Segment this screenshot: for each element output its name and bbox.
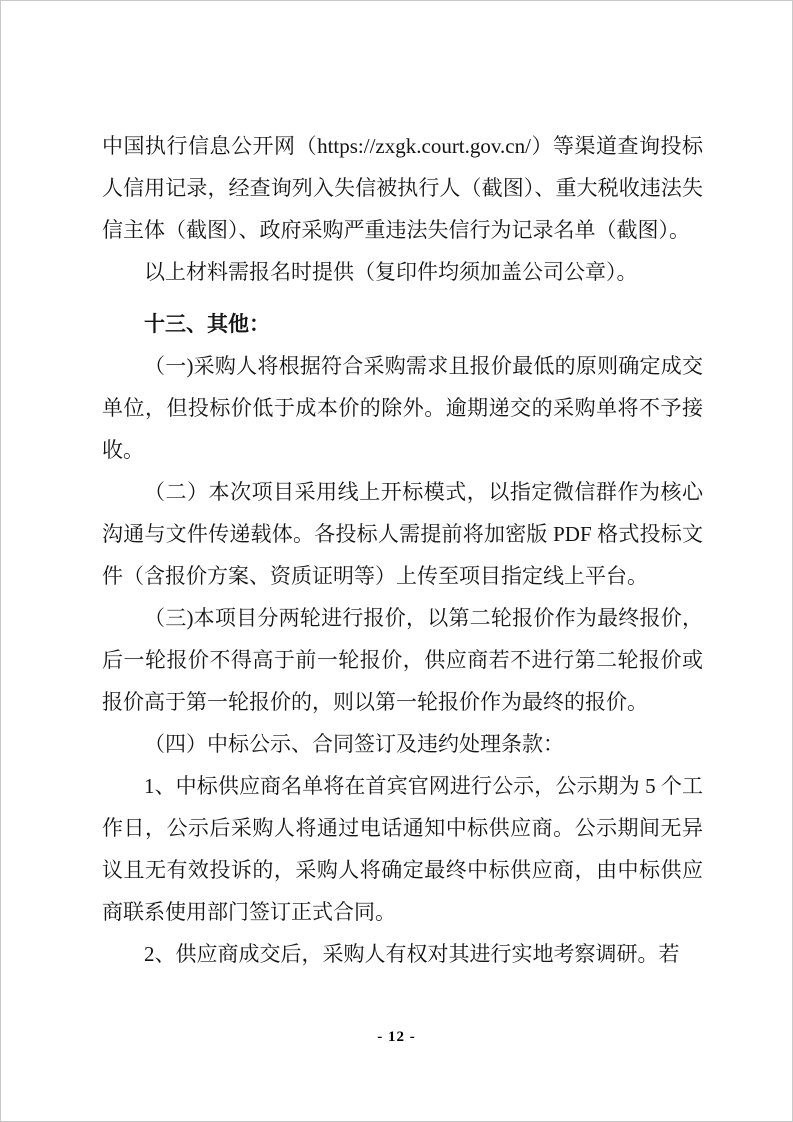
paragraph-item-2: （二）本次项目采用线上开标模式，以指定微信群作为核心沟通与文件传递载体。各投标人需提前将加密版 PDF 格式投标文件（含报价方案、资质证明等）上传至项目指定线上平台。 (102, 480, 703, 588)
paragraph-credit-check: 中国执行信息公开网（https://zxgk.court.gov.cn/）等渠道查询投标人信用记录，经查询列入失信被执行人（截图）、重大税收违法失信主体（截图）、政府采购严重违法失信行为记录名单（截图）。 (102, 134, 703, 242)
section-heading-others: 十三、其他： (144, 312, 270, 336)
paragraph-item-4-sub-2: 2、供应商成交后，采购人有权对其进行实地考察调研。若 (144, 942, 680, 966)
paragraph-item-3: （三)本项目分两轮进行报价，以第二轮报价作为最终报价，后一轮报价不得高于前一轮报价，供应商若不进行第二轮报价或报价高于第一轮报价的，则以第一轮报价作为最终的报价。 (102, 606, 703, 714)
paragraph-item-4: （四）中标公示、合同签订及违约处理条款： (144, 732, 564, 756)
page-number: - 12 - (377, 1029, 416, 1045)
document-body (102, 125, 703, 975)
paragraph-item-4-sub-1: 1、中标供应商名单将在首宾官网进行公示，公示期为 5 个工作日，公示后采购人将通过电话通知中标供应商。公示期间无异议且无有效投诉的，采购人将确定最终中标供应商，由中标供应商联系使用部门签订正式合同。 (102, 774, 703, 924)
paragraph-materials-note: 以上材料需报名时提供（复印件均须加盖公司公章）。 (144, 260, 638, 284)
paragraph-item-1: （一)采购人将根据符合采购需求且报价最低的原则确定成交单位，但投标价低于成本价的除外。逾期递交的采购单将不予接收。 (102, 354, 703, 462)
